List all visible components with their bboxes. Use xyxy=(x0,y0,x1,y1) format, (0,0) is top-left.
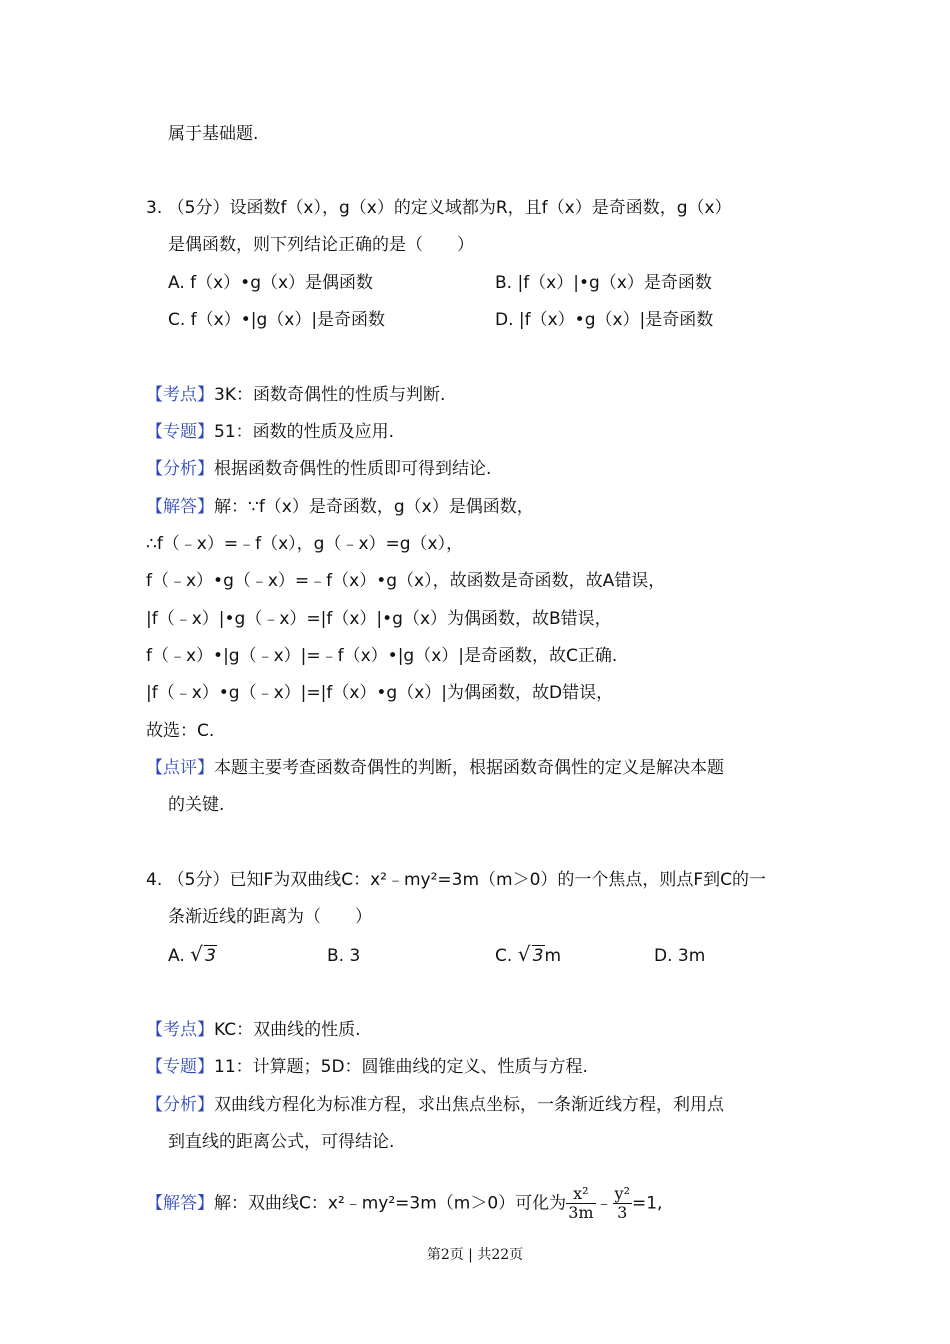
kaodian-text: 3K：函数奇偶性的性质与判断. xyxy=(214,385,446,405)
q4-stem-line2: 条渐近线的距离为（ ） xyxy=(168,907,372,927)
fraction: $\frac{\text{x²}}{3m}$ xyxy=(568,1184,594,1222)
jieda-text: 解：双曲线C：x²﹣my²=3m（m＞0）可化为 xyxy=(214,1193,567,1214)
zhuanti-text: 11：计算题；5D：圆锥曲线的定义、性质与方程. xyxy=(214,1057,588,1077)
zhuanti-tag: 【专题】 xyxy=(146,422,214,442)
dianping-text: 本题主要考查函数奇偶性的判断，根据函数奇偶性的定义是解决本题 xyxy=(214,758,724,778)
solution-step: |f（﹣x）•g（﹣x）|=|f（x）•g（x）|为偶函数，故D错误， xyxy=(146,683,614,703)
q4-option-b: B. 3 xyxy=(327,946,361,966)
fenxi-text-cont: 到直线的距离公式，可得结论. xyxy=(168,1132,395,1152)
solution-step: 故选：C. xyxy=(146,721,215,741)
dianping-tag: 【点评】 xyxy=(146,758,214,778)
fenxi-tag: 【分析】 xyxy=(146,459,214,479)
solution-step: ∴f（﹣x）=﹣f（x），g（﹣x）=g（x）， xyxy=(146,534,464,554)
q4-option-c: C. √ 3m xyxy=(495,944,561,968)
q3-zhuanti xyxy=(146,420,394,444)
q4-option-d: D. 3m xyxy=(654,946,706,966)
zhuanti-text: 51：函数的性质及应用. xyxy=(214,422,395,442)
page-footer: 第2页 | 共22页 xyxy=(426,1247,524,1263)
solution-step: f（﹣x）•g（﹣x）=﹣f（x）•g（x），故函数是奇函数，故A错误， xyxy=(146,571,666,591)
q3-option-d: D. |f（x）•g（x）|是奇函数 xyxy=(495,310,714,330)
q3-kaodian xyxy=(146,383,445,407)
q4-option-a: A. √ 3 xyxy=(168,944,217,968)
kaodian-tag: 【考点】 xyxy=(146,1020,214,1040)
kaodian-text: KC：双曲线的性质. xyxy=(214,1020,361,1040)
q3-fenxi xyxy=(146,457,491,481)
q3-dianping xyxy=(146,756,724,780)
q3-option-b: B. |f（x）|•g（x）是奇函数 xyxy=(495,273,712,293)
sqrt-symbol: √ 3 xyxy=(518,944,545,968)
q3-jieda xyxy=(146,495,534,519)
solution-step: |f（﹣x）|•g（﹣x）=|f（x）|•g（x）为偶函数，故B错误， xyxy=(146,609,612,629)
q3-stem-line1: 3. （5分）设函数f（x），g（x）的定义域都为R，且f（x）是奇函数，g（x） xyxy=(146,198,732,218)
solution-step: f（﹣x）•|g（﹣x）|=﹣f（x）•|g（x）|是奇函数，故C正确. xyxy=(146,646,618,666)
jieda-text: 解：∵f（x）是奇函数，g（x）是偶函数， xyxy=(214,497,534,517)
jieda-tag: 【解答】 xyxy=(146,497,214,517)
q4-jieda: 【解答】解：双曲线C：x²﹣my²=3m（m＞0）可化为 $\frac{\text{x²}}{3m}$ ﹣ $\frac{\text{y²}}{3}$ =1, xyxy=(146,1184,663,1222)
kaodian-tag: 【考点】 xyxy=(146,385,214,405)
q3-option-c: C. f（x）•|g（x）|是奇函数 xyxy=(168,310,386,330)
fraction: $\frac{\text{y²}}{3}$ xyxy=(614,1184,630,1222)
fenxi-text: 根据函数奇偶性的性质即可得到结论. xyxy=(214,459,492,479)
sqrt-symbol: √ 3 xyxy=(190,944,217,968)
jieda-tag: 【解答】 xyxy=(146,1193,214,1214)
q3-option-a: A. f（x）•g（x）是偶函数 xyxy=(168,273,374,293)
q3-stem-line2: 是偶函数，则下列结论正确的是（ ） xyxy=(168,235,474,255)
dianping-text-cont: 的关键. xyxy=(168,795,225,815)
q4-stem-line1: 4. （5分）已知F为双曲线C：x²﹣my²=3m（m＞0）的一个焦点，则点F到C的一 xyxy=(146,870,767,890)
fenxi-text: 双曲线方程化为标准方程，求出焦点坐标，一条渐近线方程，利用点 xyxy=(214,1095,724,1115)
text-line: 属于基础题. xyxy=(168,124,259,144)
fenxi-tag: 【分析】 xyxy=(146,1095,214,1115)
zhuanti-tag: 【专题】 xyxy=(146,1057,214,1077)
q4-kaodian xyxy=(146,1018,361,1042)
q4-zhuanti xyxy=(146,1055,588,1079)
q4-fenxi xyxy=(146,1093,724,1117)
